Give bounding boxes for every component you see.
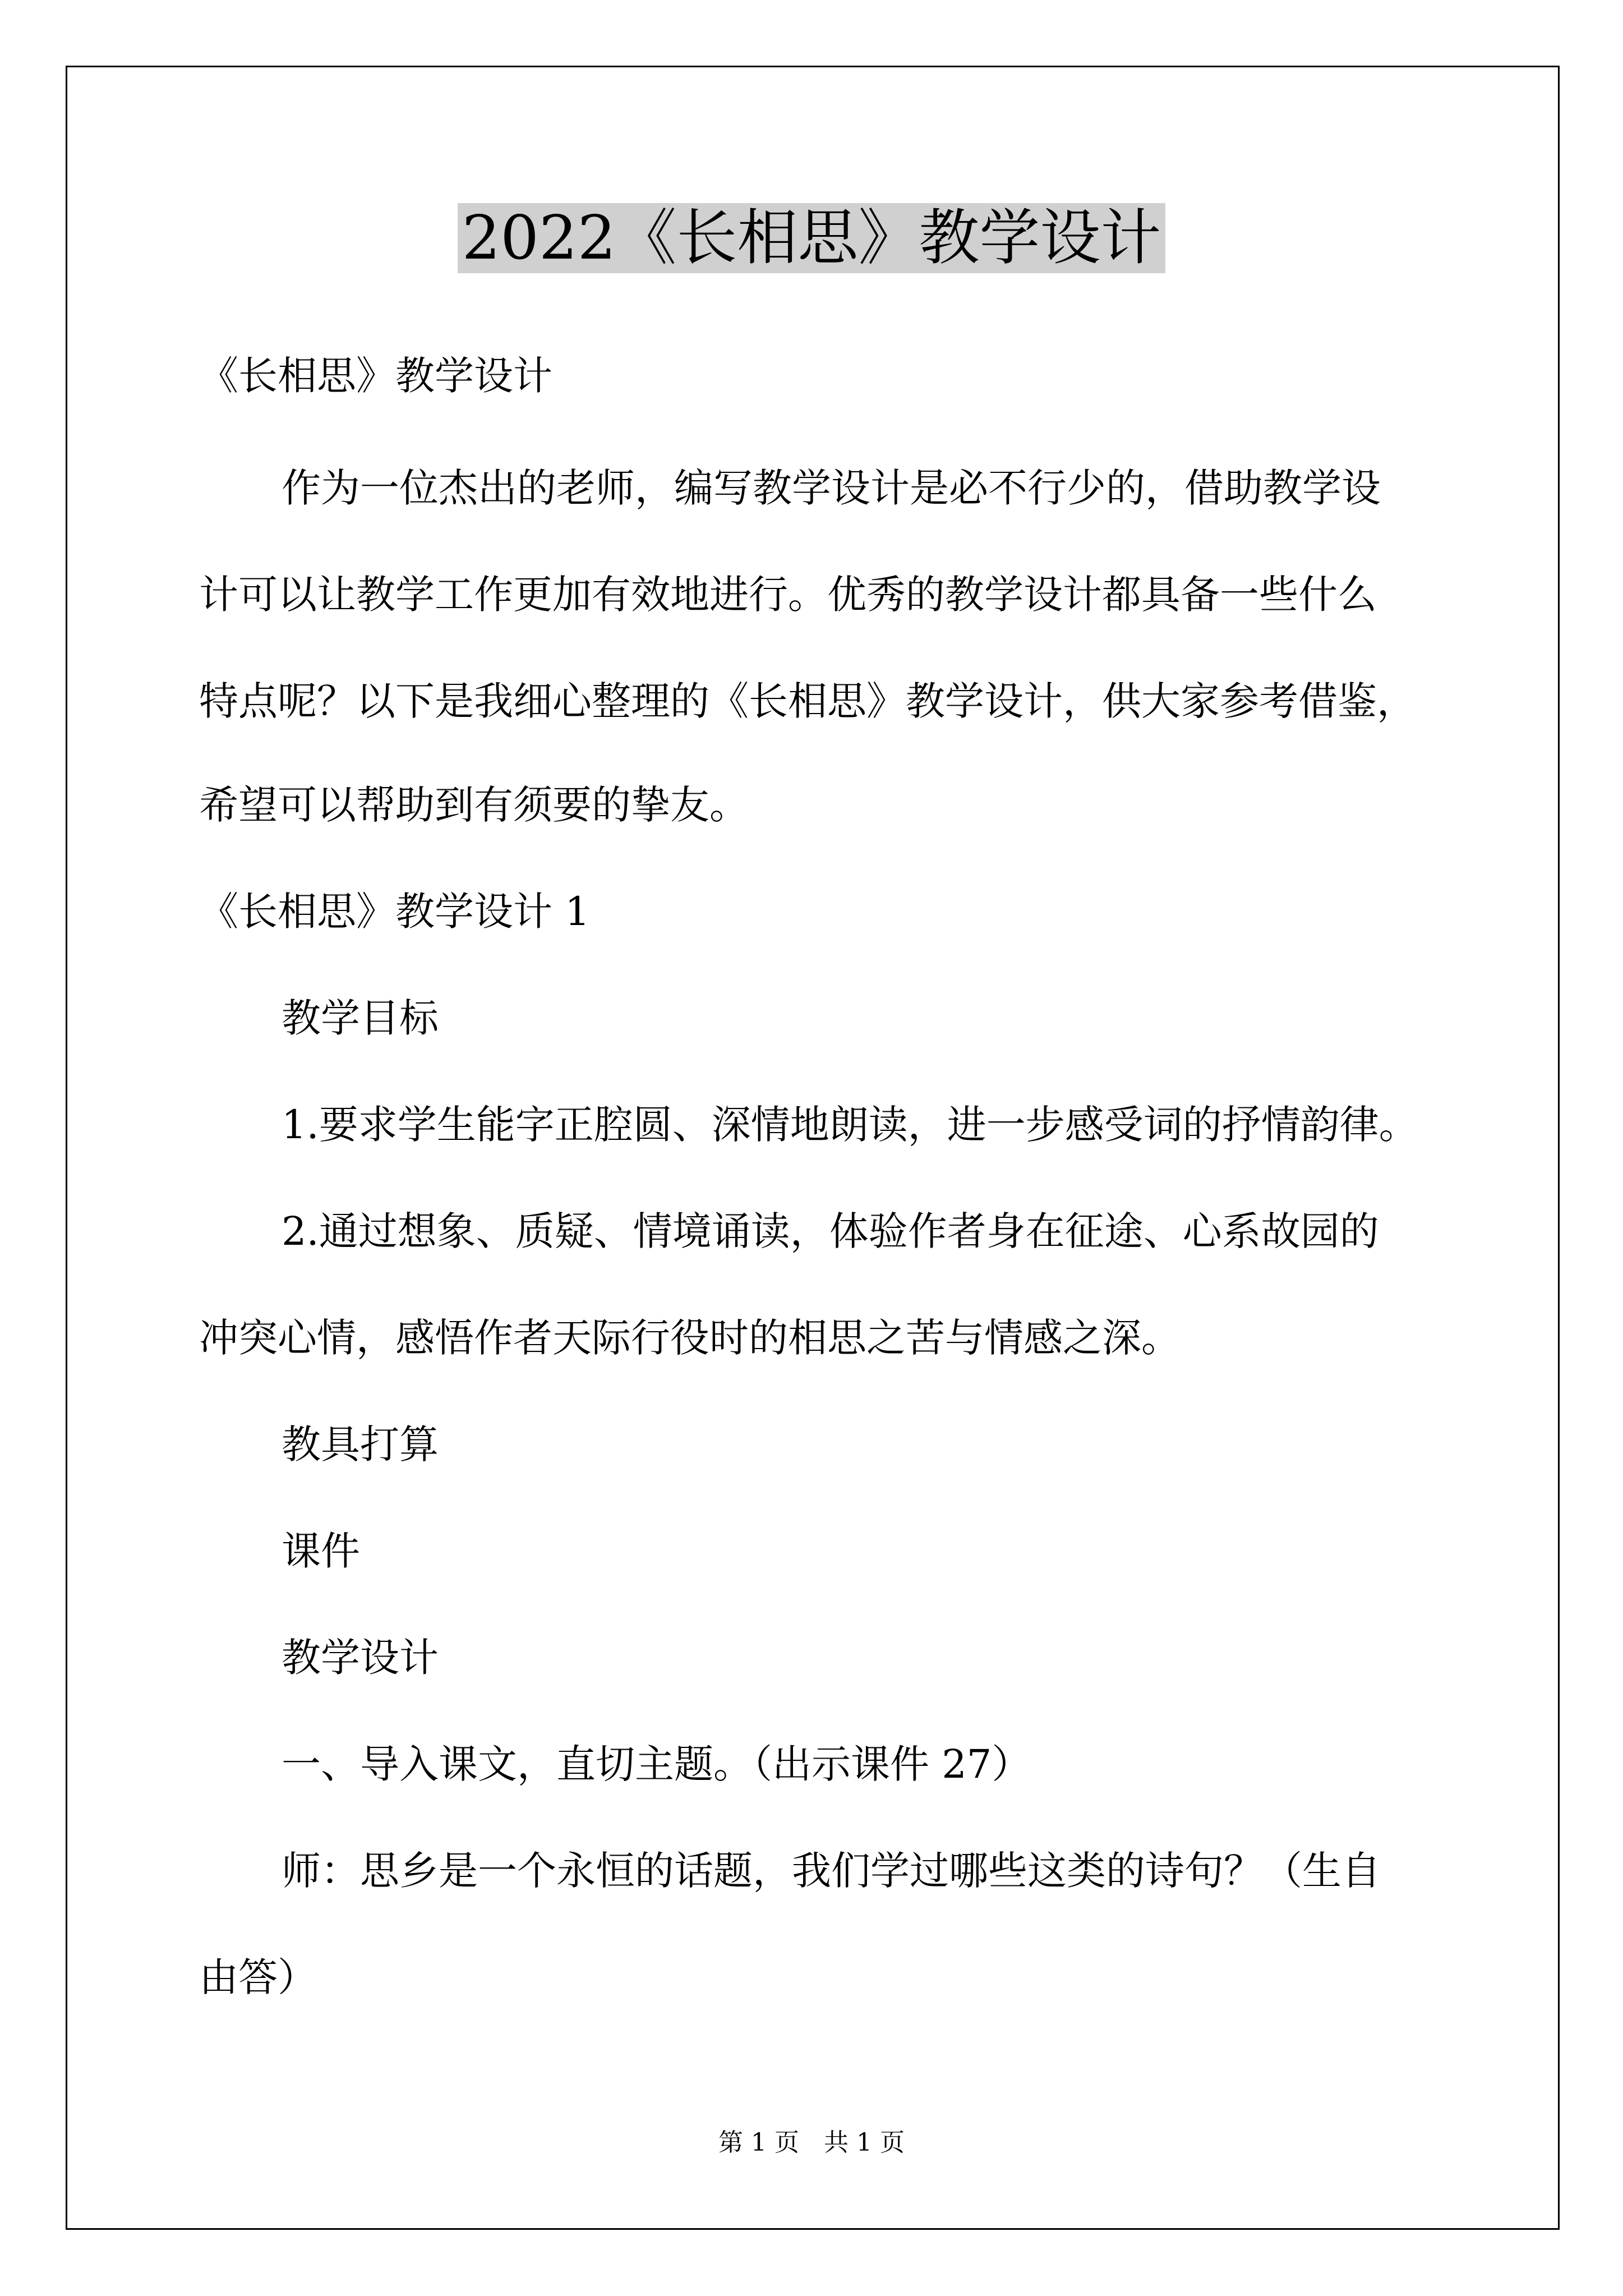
paragraph-line: 希望可以帮助到有须要的挚友。 [199,782,749,828]
paragraph-line: 教学设计 [282,1635,439,1681]
paragraph-line: 2.通过想象、质疑、情境诵读，体验作者身在征途、心系故园的 [282,1208,1379,1254]
document-title [0,199,1623,278]
paragraph-line: 由答） [199,1954,317,2000]
paragraph-line: 作为一位杰出的老师，编写教学设计是必不行少的，借助教学设 [282,465,1381,511]
paragraph-line: 冲突心情，感悟作者天际行役时的相思之苦与情感之深。 [199,1315,1181,1361]
subtitle-line: 《长相思》教学设计 [199,353,552,399]
document-title-text: 2022《长相思》教学设计 [458,203,1166,273]
paragraph-line: 计可以让教学工作更加有效地进行。优秀的教学设计都具备一些什么 [199,572,1377,618]
paragraph-line: 一、导入课文，直切主题。（出示课件 27） [282,1741,1031,1787]
paragraph-line: 特点呢？以下是我细心整理的《长相思》教学设计，供大家参考借鉴， [199,678,1416,724]
paragraph-line: 师：思乡是一个永恒的话题，我们学过哪些这类的诗句？（生自 [282,1848,1381,1894]
section-heading: 《长相思》教学设计 1 [199,889,590,935]
paragraph-line: 教学目标 [282,995,439,1041]
paragraph-line: 1.要求学生能字正腔圆、深情地朗读，进一步感受词的抒情韵律。 [282,1102,1418,1148]
paragraph-line: 课件 [282,1528,360,1574]
paragraph-line: 教具打算 [282,1421,439,1467]
page-footer: 第 1 页 共 1 页 [718,2128,905,2157]
